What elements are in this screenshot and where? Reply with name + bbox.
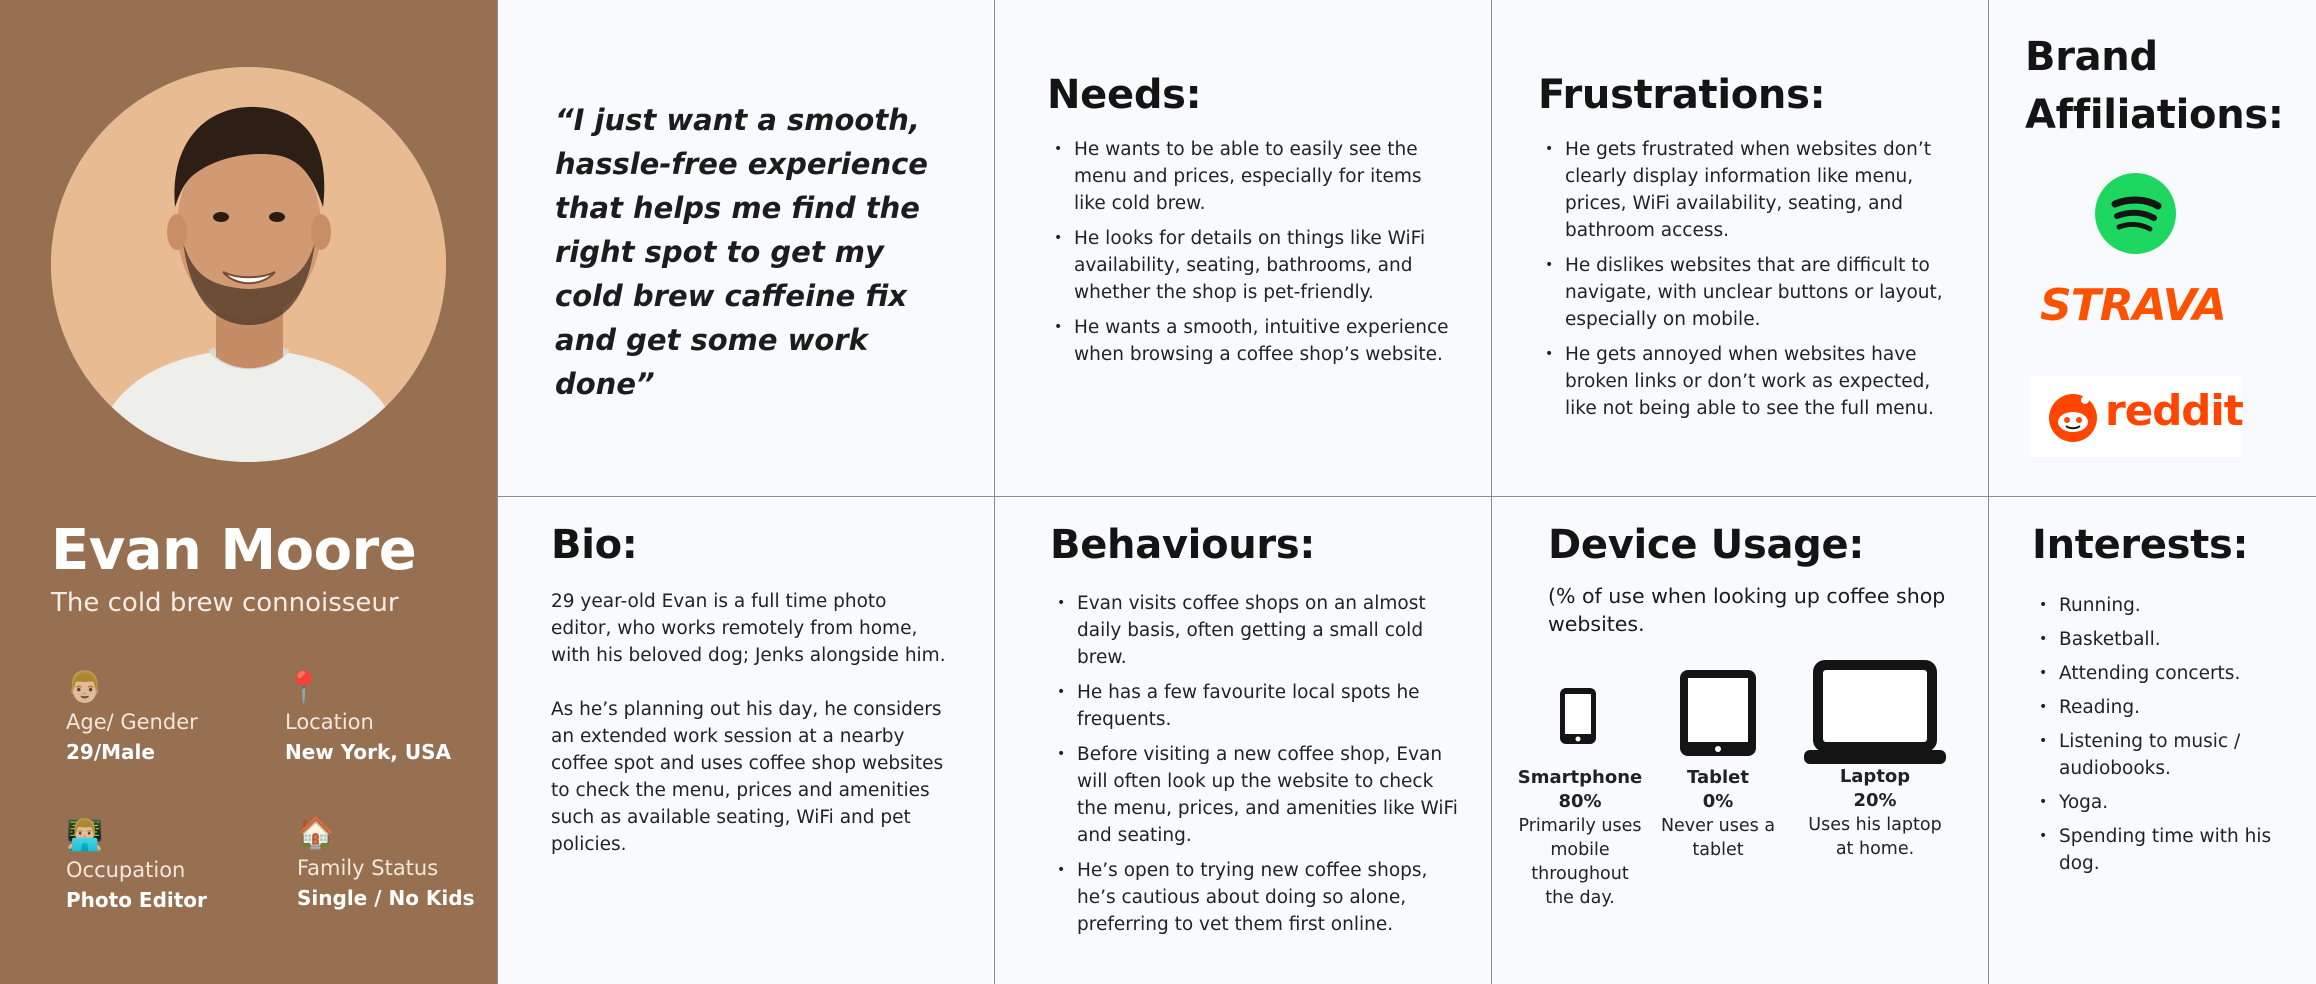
grid-divider — [497, 496, 2316, 497]
list-item: • Evan visits coffee shops on an almost daily basis, often getting a small cold brew. — [1050, 590, 1460, 671]
list-item: • He looks for details on things like WiFi availability, seating, bathrooms, and whether the shop is pet-friendly. — [1047, 225, 1457, 306]
persona-sidebar — [0, 0, 497, 984]
behaviours-section — [1050, 522, 1460, 946]
list-item: • He wants a smooth, intuitive experience when browsing a coffee shop’s website. — [1047, 314, 1457, 368]
stat-value: New York, USA — [285, 740, 451, 764]
list-item: • He has a few favourite local spots he frequents. — [1050, 679, 1460, 733]
device-note: Uses his laptop at home. — [1808, 815, 1942, 859]
frustrations-section — [1538, 72, 1948, 430]
persona-photo — [51, 67, 446, 462]
stat-label: Location — [285, 710, 374, 734]
bio-paragraph: As he’s planning out his day, he considers an extended work session at a nearby coffee spot and uses coffee shop websites to check the menu, prices and amenities such as available seating, WiFi and pet policies. — [551, 699, 944, 855]
interests-heading: Interests: — [2032, 522, 2249, 568]
stat-occupation — [66, 816, 207, 912]
bio-heading: Bio: — [551, 522, 638, 568]
list-item: • Running. — [2032, 592, 2297, 619]
stat-value: Photo Editor — [66, 888, 207, 912]
device-percent: 20% — [1853, 790, 1897, 811]
grid-divider — [994, 0, 995, 984]
device-percent: 80% — [1558, 791, 1602, 812]
device-note: Primarily uses mobile throughout the day. — [1518, 816, 1642, 908]
brand-affiliations-heading — [2025, 28, 2305, 144]
interests-list — [2032, 592, 2297, 877]
device-usage-subtitle: (% of use when looking up coffee shop websites. — [1548, 584, 1946, 636]
stat-location — [285, 668, 451, 764]
technologist-emoji-icon: 👨🏼‍💻 — [66, 818, 104, 853]
device-name: Smartphone — [1517, 767, 1643, 788]
behaviours-list — [1050, 590, 1460, 938]
tablet-icon — [1678, 668, 1758, 758]
list-item: • Listening to music / audiobooks. — [2032, 728, 2297, 782]
list-item: • Spending time with his dog. — [2032, 823, 2297, 877]
grid-divider — [497, 0, 498, 984]
list-item: • Reading. — [2032, 694, 2297, 721]
grid-divider — [1491, 0, 1492, 984]
laptop-icon — [1804, 658, 1946, 766]
needs-list — [1047, 136, 1457, 368]
needs-heading: Needs: — [1047, 72, 1202, 118]
behaviours-heading: Behaviours: — [1050, 522, 1316, 568]
spotify-logo-icon — [2095, 173, 2176, 254]
stat-family-status — [297, 814, 474, 910]
persona-name: Evan Moore — [51, 518, 417, 583]
stat-label: Occupation — [66, 858, 186, 882]
stat-age-gender — [66, 668, 198, 764]
grid-divider — [1988, 0, 1989, 984]
persona-quote: “I just want a smooth, hassle-free experience that helps me find the right spot to get my cold brew caffeine fix and get some work done” — [555, 103, 928, 401]
list-item: • He’s open to trying new coffee shops, he’s cautious about doing so alone, preferring to vet them first online. — [1050, 857, 1460, 938]
device-name: Tablet — [1687, 767, 1749, 788]
bio-paragraph: 29 year-old Evan is a full time photo editor, who works remotely from home, with his beloved dog; Jenks alongside him. — [551, 591, 946, 666]
strava-logo-icon: STRAVA — [2040, 280, 2226, 331]
device-tablet — [1658, 766, 1778, 862]
frustrations-heading: Frustrations: — [1538, 72, 1826, 118]
device-percent: 0% — [1702, 791, 1734, 812]
reddit-wordmark: reddit — [2105, 386, 2243, 435]
device-laptop — [1805, 765, 1945, 861]
interests-section — [2032, 522, 2297, 884]
list-item: • Yoga. — [2032, 789, 2297, 816]
device-note: Never uses a tablet — [1660, 816, 1776, 860]
bio-section — [551, 522, 951, 858]
list-item: • Basketball. — [2032, 626, 2297, 653]
person-emoji-icon: 👨🏼 — [66, 670, 104, 705]
device-usage-heading: Device Usage: — [1548, 522, 1865, 568]
list-item: • Before visiting a new coffee shop, Evan will often look up the website to check the menu, prices, and amenities like WiFi and seating. — [1050, 741, 1460, 849]
list-item: • He gets frustrated when websites don’t clearly display information like menu, prices, WiFi availability, seating, and bathroom access. — [1538, 136, 1948, 244]
list-item: • He dislikes websites that are difficult to navigate, with unclear buttons or layout, especially on mobile. — [1538, 252, 1948, 333]
list-item: • Attending concerts. — [2032, 660, 2297, 687]
device-smartphone — [1515, 766, 1645, 910]
persona-tagline: The cold brew connoisseur — [51, 588, 399, 618]
stat-label: Family Status — [297, 856, 439, 880]
persona-portrait-illustration — [51, 67, 446, 462]
list-item: • He gets annoyed when websites have broken links or don’t work as expected, like not being able to see the full menu. — [1538, 341, 1948, 422]
device-name: Laptop — [1839, 766, 1911, 787]
frustrations-list — [1538, 136, 1948, 422]
stat-value: Single / No Kids — [297, 886, 475, 910]
smartphone-icon — [1558, 686, 1598, 746]
list-item: • He wants to be able to easily see the menu and prices, especially for items like cold brew. — [1047, 136, 1457, 217]
house-emoji-icon: 🏠 — [297, 816, 335, 851]
stat-value: 29/Male — [66, 740, 155, 764]
device-usage-section — [1548, 522, 1968, 638]
brand-heading-line-1: Brand — [2025, 34, 2158, 80]
stat-label: Age/ Gender — [66, 710, 198, 734]
map-pin-emoji-icon: 📍 — [285, 670, 323, 705]
brand-heading-line-2: Affiliations: — [2025, 92, 2284, 138]
needs-section — [1047, 72, 1457, 376]
reddit-logo-icon — [2030, 376, 2241, 457]
